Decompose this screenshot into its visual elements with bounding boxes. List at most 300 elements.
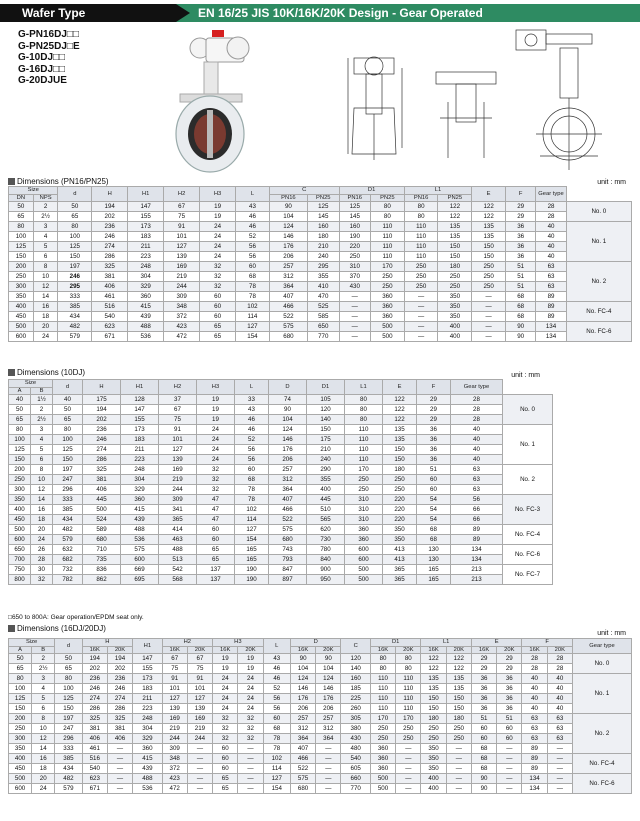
- table-cell: 80: [371, 202, 405, 212]
- table-cell: —: [547, 784, 572, 794]
- table-cell: 40: [536, 242, 566, 252]
- gear-type-cell: No. FC-4: [572, 754, 631, 774]
- table-cell: 134: [451, 555, 503, 565]
- table-cell: 200: [9, 714, 32, 724]
- table-cell: 139: [162, 704, 187, 714]
- table-cell: 525: [308, 302, 339, 312]
- table-cell: 110: [396, 674, 421, 684]
- table-cell: —: [187, 774, 212, 784]
- table-cell: 130: [417, 545, 451, 555]
- table-cell: 150: [438, 242, 472, 252]
- table-cell: 32: [31, 575, 53, 585]
- table-cell: 40: [547, 674, 572, 684]
- table-cell: 32: [238, 734, 263, 744]
- table-cell: 101: [164, 232, 200, 242]
- table-cell: 128: [121, 395, 159, 405]
- table-cell: 2½: [32, 664, 55, 674]
- table-cell: 650: [308, 322, 339, 332]
- table-cell: 445: [307, 495, 345, 505]
- unit-label: unit : mm: [597, 179, 626, 186]
- table-cell: 220: [383, 495, 417, 505]
- table-cell: —: [316, 764, 341, 774]
- table-cell: —: [497, 744, 522, 754]
- table-cell: 250: [383, 485, 417, 495]
- table-cell: 80: [370, 654, 395, 664]
- table-cell: 250: [472, 262, 506, 272]
- header-cell: Size: [9, 380, 53, 388]
- table-cell: 370: [339, 272, 370, 282]
- table-cell: —: [472, 312, 506, 322]
- table-cell: 43: [235, 405, 269, 415]
- gear-type-cell: No. 0: [566, 202, 631, 222]
- table-cell: 260: [341, 704, 370, 714]
- header-cell: A: [9, 646, 32, 654]
- table-cell: 135: [472, 222, 506, 232]
- table-cell: 24: [238, 704, 263, 714]
- table-cell: 19: [213, 664, 238, 674]
- table-cell: 150: [9, 252, 34, 262]
- table-cell: 51: [497, 714, 522, 724]
- table-cell: 65: [9, 664, 32, 674]
- header-cell: DN: [9, 194, 34, 202]
- table-cell: 124: [290, 674, 315, 684]
- table-cell: 122: [383, 415, 417, 425]
- table-row: [9, 322, 632, 332]
- table-cell: 60: [471, 734, 496, 744]
- table-cell: 413: [383, 545, 417, 555]
- table-cell: 40: [9, 395, 31, 405]
- table-cell: 350: [438, 292, 472, 302]
- table-cell: 24: [213, 674, 238, 684]
- table-cell: 110: [396, 704, 421, 714]
- header-cell: D1: [339, 187, 404, 195]
- table-cell: 137: [197, 565, 235, 575]
- table-cell: 150: [383, 445, 417, 455]
- table-cell: 180: [421, 714, 446, 724]
- table-cell: 147: [128, 202, 164, 212]
- table-row: [9, 724, 632, 734]
- header-cell: 16K: [421, 646, 446, 654]
- table-cell: 575: [290, 774, 315, 784]
- table-cell: 671: [92, 332, 128, 342]
- table-cell: 36: [471, 704, 496, 714]
- table-cell: 20: [31, 525, 53, 535]
- table-cell: 250: [472, 272, 506, 282]
- table-cell: 68: [417, 535, 451, 545]
- table-cell: 579: [53, 535, 83, 545]
- table-cell: 32: [200, 282, 236, 292]
- table-cell: 407: [269, 292, 307, 302]
- gear-type-cell: No. FC-7: [503, 565, 553, 585]
- table-cell: 450: [9, 764, 32, 774]
- table-cell: 600: [345, 555, 383, 565]
- table-cell: 407: [290, 744, 315, 754]
- table-cell: 101: [162, 684, 187, 694]
- table-cell: 579: [55, 784, 82, 794]
- table-cell: 197: [55, 714, 82, 724]
- table-cell: 63: [451, 465, 503, 475]
- table-cell: 500: [370, 784, 395, 794]
- table-cell: 28: [536, 202, 566, 212]
- table-cell: 210: [308, 242, 339, 252]
- header-cell: PN25: [308, 194, 339, 202]
- table-cell: 385: [53, 505, 83, 515]
- table-cell: 60: [197, 535, 235, 545]
- table-cell: 240: [307, 455, 345, 465]
- table-cell: 67: [164, 202, 200, 212]
- table-cell: 90: [290, 654, 315, 664]
- table-cell: 65: [213, 774, 238, 784]
- table-cell: 135: [446, 684, 471, 694]
- table-cell: 40: [547, 694, 572, 704]
- table-cell: 500: [370, 774, 395, 784]
- table-cell: 10: [31, 475, 53, 485]
- table-cell: 155: [133, 664, 162, 674]
- table-cell: 2: [31, 405, 53, 415]
- table-cell: 101: [159, 435, 197, 445]
- header-cell: H3: [197, 380, 235, 395]
- table-cell: 510: [307, 505, 345, 515]
- table-cell: 51: [505, 262, 535, 272]
- model-code: G-PN16DJ□□: [18, 29, 79, 40]
- table-cell: 89: [451, 525, 503, 535]
- table-cell: 542: [159, 565, 197, 575]
- table-cell: 122: [438, 202, 472, 212]
- table-cell: 36: [417, 455, 451, 465]
- table-cell: 32: [197, 485, 235, 495]
- table-row: [9, 505, 553, 515]
- table-cell: 286: [92, 252, 128, 262]
- table-cell: 89: [522, 744, 547, 754]
- table-cell: 89: [536, 312, 566, 322]
- table-cell: 78: [236, 292, 270, 302]
- table-cell: 735: [83, 555, 121, 565]
- table-cell: 89: [536, 302, 566, 312]
- table-cell: 110: [371, 242, 405, 252]
- table-cell: 80: [9, 425, 31, 435]
- table-cell: 80: [9, 674, 32, 684]
- gear-type-cell: No. 2: [566, 262, 631, 302]
- standard-title: EN 16/25 JIS 10K/16K/20K Design - Gear Operated: [198, 6, 483, 20]
- table-cell: 65: [9, 212, 34, 222]
- table-cell: 257: [316, 714, 341, 724]
- table-cell: 190: [235, 565, 269, 575]
- table-cell: 100: [9, 684, 32, 694]
- table-cell: 173: [133, 674, 162, 684]
- table-cell: 536: [121, 535, 159, 545]
- table-cell: 213: [451, 565, 503, 575]
- header-cell: 20K: [316, 646, 341, 654]
- table-cell: 406: [92, 282, 128, 292]
- header-cell: L1: [404, 187, 471, 195]
- table-row: [9, 674, 632, 684]
- table-cell: 102: [263, 754, 290, 764]
- table-cell: 102: [235, 505, 269, 515]
- table-cell: —: [396, 774, 421, 784]
- table-cell: 185: [341, 684, 370, 694]
- model-code: G-10DJ□□: [18, 52, 66, 63]
- table-cell: 500: [9, 774, 32, 784]
- table-cell: 122: [421, 654, 446, 664]
- table-cell: 325: [92, 262, 128, 272]
- table-cell: 575: [121, 545, 159, 555]
- table-cell: 80: [404, 212, 438, 222]
- table-cell: 295: [58, 282, 92, 292]
- table-cell: 78: [263, 734, 290, 744]
- table-cell: 68: [505, 312, 535, 322]
- table-row: [9, 495, 553, 505]
- table-cell: 197: [53, 465, 83, 475]
- table-cell: 110: [370, 704, 395, 714]
- table-row: [9, 714, 632, 724]
- header-cell: D: [269, 380, 307, 395]
- gear-type-cell: No. FC-4: [566, 302, 631, 322]
- table-cell: 75: [162, 664, 187, 674]
- table-cell: 80: [396, 654, 421, 664]
- table-cell: 63: [451, 475, 503, 485]
- table-cell: 63: [547, 714, 572, 724]
- table-cell: 63: [522, 714, 547, 724]
- header-cell: PN25: [371, 194, 405, 202]
- table-cell: 206: [269, 455, 307, 465]
- table-cell: —: [187, 784, 212, 794]
- table-cell: 800: [9, 575, 31, 585]
- table-row: [9, 535, 553, 545]
- table-cell: 65: [197, 545, 235, 555]
- table-cell: 78: [235, 495, 269, 505]
- table-row: [9, 405, 553, 415]
- table-cell: 135: [421, 684, 446, 694]
- table-cell: 482: [58, 322, 92, 332]
- table-cell: 329: [128, 282, 164, 292]
- table-cell: 80: [345, 415, 383, 425]
- table-cell: 40: [53, 395, 83, 405]
- table-cell: 350: [9, 292, 34, 302]
- table-cell: 127: [159, 445, 197, 455]
- table-cell: 782: [53, 575, 83, 585]
- table-cell: 176: [269, 242, 307, 252]
- table-cell: 110: [396, 684, 421, 694]
- table-cell: 305: [341, 714, 370, 724]
- table-cell: 68: [505, 292, 535, 302]
- table-cell: 105: [307, 395, 345, 405]
- table-cell: 80: [345, 405, 383, 415]
- table-cell: 250: [345, 485, 383, 495]
- table-cell: 513: [159, 555, 197, 565]
- table-cell: 169: [159, 465, 197, 475]
- table-cell: —: [238, 774, 263, 784]
- table-cell: 80: [404, 202, 438, 212]
- table-cell: 488: [128, 322, 164, 332]
- table-cell: 325: [107, 714, 132, 724]
- table-cell: 8: [31, 465, 53, 475]
- table-cell: 430: [339, 282, 370, 292]
- table-cell: 732: [53, 565, 83, 575]
- table-cell: 2: [32, 654, 55, 664]
- header-cell: H1: [128, 187, 164, 202]
- table-cell: 29: [471, 654, 496, 664]
- table-cell: 65: [197, 555, 235, 565]
- header-cell: 16K: [370, 646, 395, 654]
- table-cell: 47: [197, 515, 235, 525]
- table-row: [9, 425, 553, 435]
- table-cell: 236: [92, 222, 128, 232]
- table-cell: 309: [162, 744, 187, 754]
- table-cell: 348: [164, 302, 200, 312]
- table-cell: 190: [235, 575, 269, 585]
- table-cell: 127: [164, 242, 200, 252]
- table-cell: 52: [236, 232, 270, 242]
- table-cell: 78: [235, 485, 269, 495]
- table-cell: 56: [235, 445, 269, 455]
- table-cell: 24: [197, 435, 235, 445]
- table-cell: 60: [200, 302, 236, 312]
- table-cell: 135: [438, 232, 472, 242]
- table-cell: 206: [269, 252, 307, 262]
- table-cell: 333: [58, 292, 92, 302]
- table-cell: 183: [121, 435, 159, 445]
- dimensions-pn-table: [8, 186, 632, 342]
- table-cell: 333: [55, 744, 82, 754]
- table-cell: 372: [164, 312, 200, 322]
- table-cell: 24: [213, 684, 238, 694]
- table-cell: 381: [107, 724, 132, 734]
- table-cell: 16: [32, 754, 55, 764]
- table-cell: —: [339, 312, 370, 322]
- table-cell: —: [497, 764, 522, 774]
- table-cell: 51: [505, 272, 535, 282]
- table-cell: 137: [197, 575, 235, 585]
- banner-arrow: [176, 4, 190, 22]
- table-cell: 125: [308, 202, 339, 212]
- table-cell: 365: [383, 565, 417, 575]
- table-cell: 780: [307, 545, 345, 555]
- table-cell: —: [316, 744, 341, 754]
- table-cell: 63: [536, 272, 566, 282]
- table-cell: 127: [162, 694, 187, 704]
- table-cell: 900: [307, 565, 345, 575]
- table-cell: 211: [128, 242, 164, 252]
- table-cell: 146: [269, 232, 307, 242]
- table-cell: 211: [121, 445, 159, 455]
- table-cell: 680: [269, 535, 307, 545]
- table-cell: 680: [290, 784, 315, 794]
- table-cell: 60: [213, 754, 238, 764]
- table-cell: 19: [213, 654, 238, 664]
- table-cell: 110: [345, 455, 383, 465]
- table-cell: 400: [421, 784, 446, 794]
- table-cell: 434: [55, 764, 82, 774]
- table-cell: 135: [383, 425, 417, 435]
- table-cell: 122: [421, 664, 446, 674]
- table-cell: 250: [446, 724, 471, 734]
- gear-type-cell: No. FC-6: [503, 545, 553, 565]
- table-cell: 160: [339, 222, 370, 232]
- table-cell: 836: [83, 565, 121, 575]
- table-row: [9, 262, 632, 272]
- table-cell: 139: [159, 455, 197, 465]
- table-cell: 286: [82, 704, 107, 714]
- type-title: Wafer Type: [22, 6, 86, 20]
- table-cell: 600: [345, 545, 383, 555]
- table-cell: 32: [197, 475, 235, 485]
- table-cell: 194: [82, 654, 107, 664]
- table-cell: 24: [213, 704, 238, 714]
- table-row: [9, 395, 553, 405]
- table-cell: 32: [213, 734, 238, 744]
- table-cell: 24: [238, 694, 263, 704]
- table-cell: 60: [236, 262, 270, 272]
- table-cell: 65: [58, 212, 92, 222]
- table-cell: 325: [83, 465, 121, 475]
- table-cell: 110: [404, 252, 438, 262]
- table-cell: 139: [187, 704, 212, 714]
- table-cell: 700: [9, 555, 31, 565]
- header-row: [9, 639, 632, 647]
- table-cell: 364: [316, 734, 341, 744]
- table-cell: 480: [341, 744, 370, 754]
- table-cell: 160: [308, 222, 339, 232]
- table-cell: 165: [235, 555, 269, 565]
- table-cell: 439: [133, 764, 162, 774]
- table-cell: 568: [159, 575, 197, 585]
- table-cell: —: [316, 784, 341, 794]
- table-cell: 522: [269, 312, 307, 322]
- table-cell: 250: [404, 262, 438, 272]
- table-cell: 350: [9, 744, 32, 754]
- table-cell: 400: [421, 774, 446, 784]
- table-cell: 793: [269, 555, 307, 565]
- table-cell: 355: [307, 475, 345, 485]
- table-cell: 120: [341, 654, 370, 664]
- table-cell: 461: [82, 744, 107, 754]
- table-cell: 110: [370, 684, 395, 694]
- table-cell: 296: [53, 485, 83, 495]
- table-cell: 36: [505, 252, 535, 262]
- table-row: [9, 232, 632, 242]
- table-cell: 32: [238, 714, 263, 724]
- table-cell: 434: [53, 515, 83, 525]
- header-cell: 20K: [187, 646, 212, 654]
- table-row: [9, 734, 632, 744]
- table-cell: 150: [9, 704, 32, 714]
- table-cell: 80: [371, 212, 405, 222]
- table-cell: 29: [505, 212, 535, 222]
- gear-type-cell: No. FC-3: [503, 495, 553, 525]
- table-cell: 63: [536, 282, 566, 292]
- table-cell: 19: [200, 202, 236, 212]
- table-cell: 24: [200, 252, 236, 262]
- table-cell: 605: [341, 764, 370, 774]
- table-cell: 80: [370, 664, 395, 674]
- table-cell: 63: [522, 734, 547, 744]
- header-cell: Gear type: [536, 187, 566, 202]
- table-cell: 36: [471, 694, 496, 704]
- table-cell: 312: [269, 272, 307, 282]
- table-cell: 623: [82, 774, 107, 784]
- table-cell: —: [238, 744, 263, 754]
- table-cell: 65: [55, 664, 82, 674]
- table-cell: 150: [421, 704, 446, 714]
- header-cell: D1: [307, 380, 345, 395]
- table-cell: 28: [451, 415, 503, 425]
- table-cell: 439: [121, 515, 159, 525]
- header-cell: 16K: [290, 646, 315, 654]
- table-cell: 110: [396, 694, 421, 704]
- table-cell: 5: [32, 694, 55, 704]
- table-cell: 78: [263, 744, 290, 754]
- valve-product-image: [160, 26, 270, 174]
